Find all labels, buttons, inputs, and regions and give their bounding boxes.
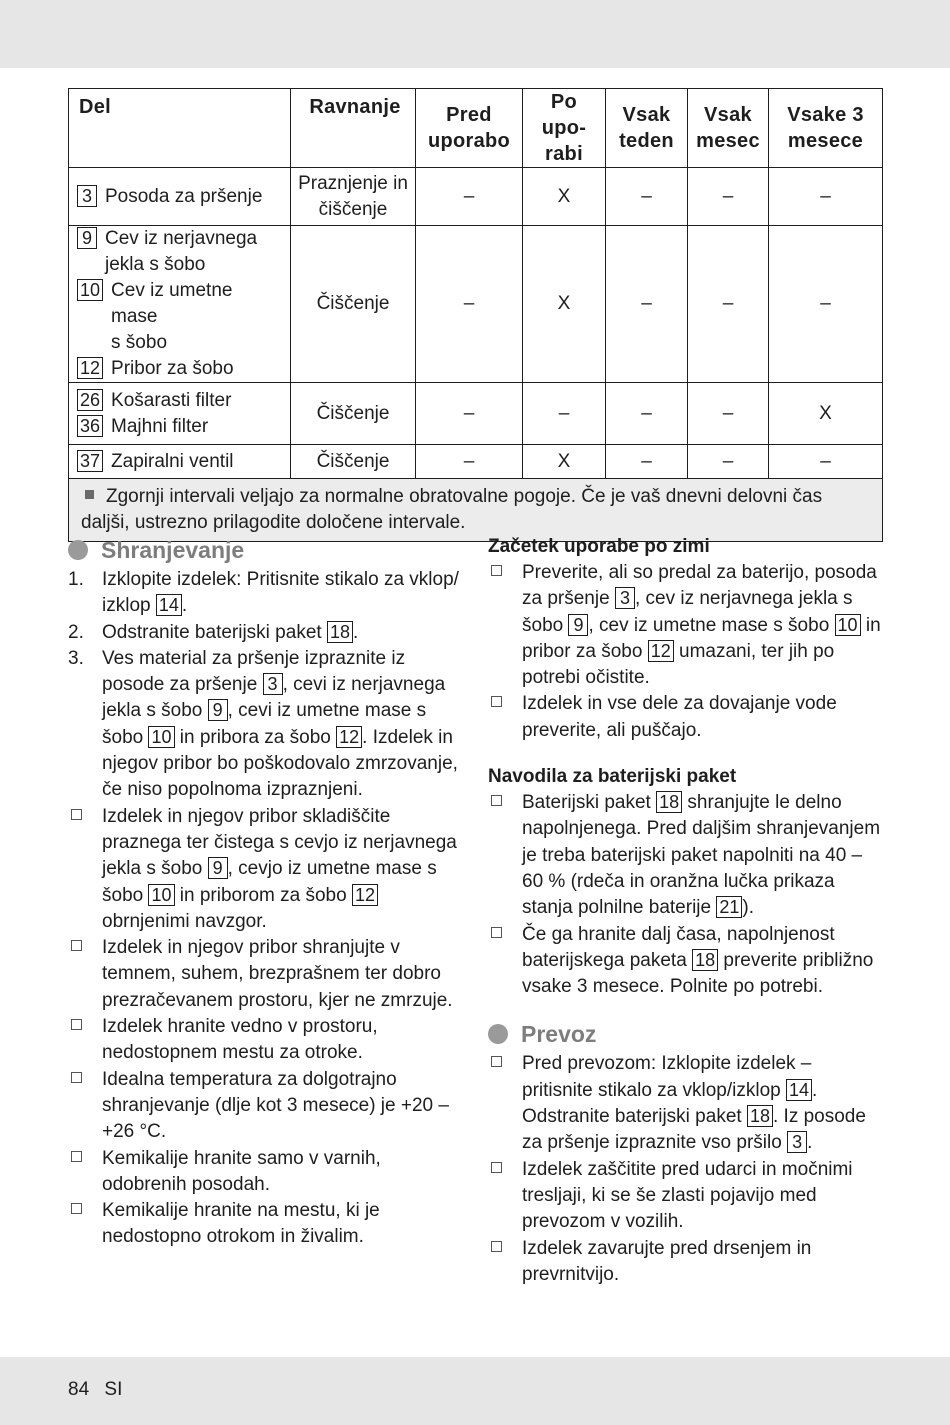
interval-cell: – <box>416 445 523 479</box>
interval-cell: X <box>769 383 883 445</box>
reference-number: 3 <box>77 185 97 207</box>
table-row <box>69 226 883 383</box>
list-item <box>68 1146 460 1199</box>
item-text: Izdelek zaščitite pred udarci in močnimi tresljaji, ki se še zlasti pojavijo med prevozom v vozilih. <box>522 1158 853 1233</box>
interval-cell: X <box>523 168 606 226</box>
interval-cell: – <box>523 383 606 445</box>
interval-cell: – <box>688 226 769 383</box>
interval-cell: X <box>523 226 606 383</box>
top-band <box>0 0 950 68</box>
reference-number: 3 <box>787 1131 807 1153</box>
item-text: Kemikalije hranite samo v varnih, odobrenih posodah. <box>102 1147 381 1195</box>
interval-cell: – <box>769 168 883 226</box>
list-item <box>68 804 460 935</box>
interval-cell: – <box>416 226 523 383</box>
part-item <box>77 226 284 278</box>
table-row <box>69 383 883 445</box>
table-row <box>69 168 883 226</box>
table-header-row <box>69 89 883 168</box>
interval-cell: – <box>416 383 523 445</box>
part-cell <box>69 383 291 445</box>
checkbox-bullet-icon <box>71 1203 82 1214</box>
reference-number: 26 <box>77 389 103 411</box>
interval-cell: – <box>769 226 883 383</box>
checkbox-bullet-icon <box>71 1019 82 1030</box>
part-name: Posoda za pršenje <box>105 185 263 207</box>
checkbox-bullet-icon <box>491 1162 502 1173</box>
storage-list <box>68 567 460 1251</box>
part-name: Majhni filter <box>111 415 209 437</box>
list-item <box>68 1198 460 1251</box>
reference-number: 12 <box>352 884 378 906</box>
list-item <box>488 1236 886 1289</box>
part-name: Cev iz nerjavnega jekla s šobo <box>105 228 258 275</box>
reference-number: 10 <box>77 279 103 301</box>
reference-number: 3 <box>263 673 283 695</box>
column-header: Vsake 3 mesece <box>769 89 883 168</box>
part-name: Cev iz umetne mase s šobo <box>111 280 233 353</box>
reference-number: 3 <box>615 587 635 609</box>
page-footer <box>68 1379 132 1401</box>
checkbox-bullet-icon <box>491 795 502 806</box>
item-text: Idealna temperatura za dolgotrajno shranjevanje (dlje kot 3 mesece) je +20 – +26 °C. <box>102 1068 449 1143</box>
checkbox-bullet-icon <box>71 1151 82 1162</box>
checkbox-bullet-icon <box>491 565 502 576</box>
reference-number: 10 <box>148 884 174 906</box>
list-item <box>68 935 460 1014</box>
list-item <box>488 691 886 744</box>
action-cell: Čiščenje <box>291 445 416 479</box>
list-item <box>488 1157 886 1236</box>
square-bullet-icon <box>85 490 94 499</box>
list-item <box>68 620 460 646</box>
interval-cell: – <box>606 445 688 479</box>
reference-number: 10 <box>835 614 861 636</box>
transport-heading <box>488 1020 886 1048</box>
column-header: Pred uporabo <box>416 89 523 168</box>
reference-number: 12 <box>336 726 362 748</box>
reference-number: 14 <box>156 594 182 616</box>
item-text: Izdelek in njegov pribor skladiščite praznega ter čistega s cevjo iz nerjavnega jekla s šobo 9 , cevjo iz umetne mase s šobo 10 in priborom za šobo 12 obrnjenimi navzgor. <box>102 805 457 932</box>
action-cell: Čiščenje <box>291 226 416 383</box>
reference-number: 37 <box>77 450 103 472</box>
bullet-dot-icon <box>68 540 88 560</box>
reference-number: 18 <box>747 1105 773 1127</box>
column-header: Vsak mesec <box>688 89 769 168</box>
interval-cell: – <box>606 226 688 383</box>
maintenance-table <box>68 88 883 542</box>
storage-heading <box>68 536 460 564</box>
checkbox-bullet-icon <box>71 1072 82 1083</box>
item-text: Preverite, ali so predal za baterijo, posoda za pršenje 3 , cev iz nerjavnega jekla s šobo 9 , cev iz umetne mase s šobo 10 in pribor za šobo 12 umazani, ter jih po potrebi očistite. <box>522 562 881 689</box>
reference-number: 12 <box>77 357 103 379</box>
list-item <box>488 560 886 691</box>
column-header: Ravnanje <box>291 89 416 168</box>
reference-number: 21 <box>716 896 742 918</box>
part-cell <box>69 445 291 479</box>
interval-cell: – <box>769 445 883 479</box>
interval-cell: X <box>523 445 606 479</box>
part-item <box>77 356 284 382</box>
column-header: Del <box>69 89 291 168</box>
checkbox-bullet-icon <box>71 940 82 951</box>
transport-list <box>488 1051 886 1288</box>
item-text: Ves material za pršenje izpraznite iz posode za pršenje 3 , cevi iz nerjavnega jekla s šobo 9 , cevi iz umetne mase s šobo 10 in pribora za šobo 12 . Izdelek in njegov pribor bo poškodovalo zmrzovanje, če niso popolnoma izpraznjeni. <box>102 647 458 801</box>
list-item <box>68 646 460 804</box>
part-item <box>77 414 284 440</box>
reference-number: 9 <box>208 857 228 879</box>
checkbox-bullet-icon <box>491 1241 502 1252</box>
bullet-dot-icon <box>488 1024 508 1044</box>
list-item <box>488 790 886 921</box>
battery-heading: Navodila za baterijski paket <box>488 766 737 788</box>
item-text: Baterijski paket 18 shranjujte le delno napolnjenega. Pred daljšim shranjevanjem je treba baterijski paket napolniti na 40 – 60 % (rdeča in oranžna lučka prikaza stanja polnilne baterije 21 ). <box>522 792 881 919</box>
part-name: Pribor za šobo <box>111 358 234 379</box>
item-text: Izklopite izdelek: Pritisnite stikalo za vklop/ izklop 14 . <box>102 569 459 617</box>
item-text: Izdelek hranite vedno v prostoru, nedostopnem mestu za otroke. <box>102 1016 378 1064</box>
reference-number: 18 <box>692 949 718 971</box>
bottom-band <box>0 1357 950 1425</box>
checkbox-bullet-icon <box>491 927 502 938</box>
interval-cell: – <box>606 168 688 226</box>
note-row <box>69 479 883 542</box>
table-note <box>69 479 883 542</box>
reference-number: 36 <box>77 415 103 437</box>
part-name: Zapiralni ventil <box>111 450 234 472</box>
column-header: Po upo- rabi <box>523 89 606 168</box>
interval-cell: – <box>416 168 523 226</box>
part-item <box>77 449 284 475</box>
reference-number: 9 <box>208 699 228 721</box>
part-item <box>77 184 284 210</box>
action-cell: Čiščenje <box>291 383 416 445</box>
part-cell <box>69 226 291 383</box>
winter-list <box>488 560 886 744</box>
checkbox-bullet-icon <box>491 1056 502 1067</box>
item-text: Če ga hranite dalj časa, napolnjenost baterijskega paketa 18 preverite približno vsake 3 mesece. Polnite po potrebi. <box>522 923 874 998</box>
page-number: 84 <box>68 1379 90 1400</box>
table-row <box>69 445 883 479</box>
note-text: Zgornji intervali veljajo za normalne obratovalne pogoje. Če je vaš dnevni delovni čas daljši, ustrezno prilagodite določene intervale. <box>81 486 823 533</box>
item-text: Pred prevozom: Izklopite izdelek – pritisnite stikalo za vklop/izklop 14 . Odstranite baterijski paket 18 . Iz posode za pršenje izpraznite vso pršilo 3 . <box>522 1053 866 1154</box>
interval-cell: – <box>606 383 688 445</box>
reference-number: 9 <box>77 227 97 249</box>
reference-number: 9 <box>568 614 588 636</box>
list-item <box>488 922 886 1001</box>
reference-number: 18 <box>327 621 353 643</box>
checkbox-bullet-icon <box>71 809 82 820</box>
battery-list <box>488 790 886 1000</box>
right-column <box>488 534 886 1288</box>
list-item <box>488 1051 886 1156</box>
step-number: 2. <box>68 621 84 643</box>
action-cell: Praznjenje in čiščenje <box>291 168 416 226</box>
reference-number: 14 <box>786 1079 812 1101</box>
winter-heading: Začetek uporabe po zimi <box>488 536 710 557</box>
item-text: Izdelek in njegov pribor shranjujte v temnem, suhem, brezprašnem ter dobro prezračevanem prostoru, kjer ne zmrzuje. <box>102 937 453 1011</box>
item-text: Izdelek zavarujte pred drsenjem in prevrnitvijo. <box>522 1237 812 1285</box>
item-text: Kemikalije hranite na mestu, ki je nedostopno otrokom in živalim. <box>102 1200 380 1248</box>
interval-cell: – <box>688 445 769 479</box>
language-code: SI <box>104 1379 123 1400</box>
storage-title: Shranjevanje <box>101 537 245 563</box>
interval-cell: – <box>688 168 769 226</box>
part-cell <box>69 168 291 226</box>
column-header: Vsak teden <box>606 89 688 168</box>
part-item <box>77 388 284 414</box>
item-text: Izdelek in vse dele za dovajanje vode preverite, ali puščajo. <box>522 693 837 741</box>
reference-number: 10 <box>148 726 174 748</box>
reference-number: 18 <box>656 791 682 813</box>
interval-cell: – <box>688 383 769 445</box>
item-text: Odstranite baterijski paket 18 . <box>102 621 359 643</box>
list-item <box>68 567 460 620</box>
checkbox-bullet-icon <box>491 696 502 707</box>
transport-title: Prevoz <box>521 1021 597 1048</box>
left-column <box>68 536 460 1251</box>
step-number: 1. <box>68 569 84 590</box>
part-name: Košarasti filter <box>111 389 232 411</box>
step-number: 3. <box>68 647 84 669</box>
part-item <box>77 278 284 356</box>
list-item <box>68 1014 460 1067</box>
list-item <box>68 1067 460 1146</box>
reference-number: 12 <box>648 640 674 662</box>
